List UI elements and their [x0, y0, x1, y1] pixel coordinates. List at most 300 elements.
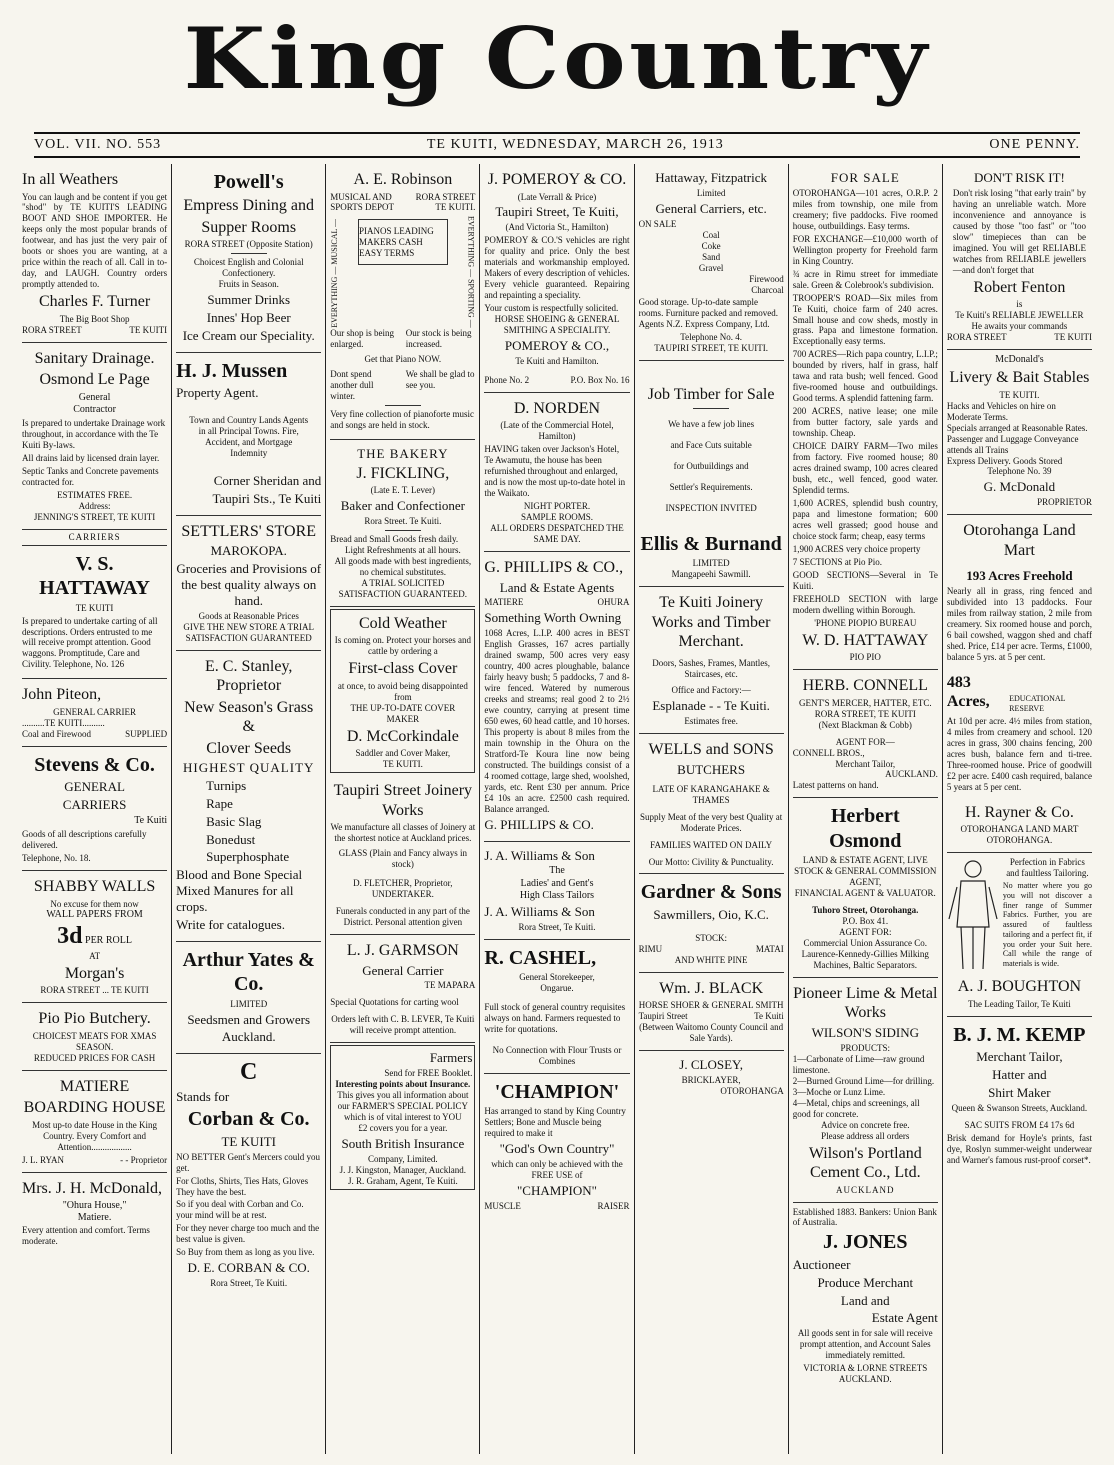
- ad-text: Good storage. Up-to-date sample rooms. Furniture packed and removed. Agents N.Z. Express Company, Ltd.: [638, 297, 779, 330]
- ad-heading: SETTLERS' STORE: [181, 522, 317, 540]
- ad-text: Telephone, No. 18.: [22, 853, 91, 864]
- ad-text: Our Motto: Civility & Punctuality.: [648, 856, 774, 867]
- ad-text: Te Kuiti's RELIABLE JEWELLER: [955, 310, 1084, 321]
- list-item: Coke: [701, 240, 721, 251]
- ad-text: Is prepared to undertake carting of all descriptions. Orders entrusted to me will receive prompt attention. Good waggons. Promptitude, Care and Civility. Telephone, No. 126: [22, 615, 158, 670]
- ad-text: Is coming on. Protect your horses and cattle by ordering a: [334, 635, 471, 657]
- ad-name: Hattaway, Fitzpatrick: [655, 170, 768, 185]
- list-item: Coal: [702, 229, 720, 240]
- ad-text: Please address all orders: [821, 1130, 910, 1141]
- ad-text: TAUPIRI STREET, TE KUITI.: [654, 343, 768, 354]
- ad-piopio-butchery: [22, 1003, 167, 1070]
- ad-stanley: [176, 651, 321, 942]
- ad-address: [22, 325, 167, 336]
- ad-text: [330, 202, 475, 213]
- ad-initial: C: [240, 1059, 258, 1086]
- ad-text: No excuse for them now: [50, 898, 139, 909]
- ad-text: REDUCED PRICES FOR CASH: [33, 1052, 156, 1063]
- ad-text: High Class Tailors: [519, 889, 595, 901]
- ad-heading: Job Timber for Sale: [647, 386, 775, 404]
- ad-text: - - Proprietor: [120, 1154, 168, 1165]
- ad-text: RORA STREET: [946, 332, 1007, 343]
- ad-name: Charles F. Turner: [38, 293, 151, 311]
- ad-text: PROPRIETOR: [1037, 497, 1092, 508]
- ad-text: "CHAMPION": [517, 1183, 597, 1199]
- ad-text: Goods of all descriptions carefully delivered.: [22, 829, 147, 851]
- ad-text: GLASS (Plain and Fancy always in stock): [338, 848, 467, 870]
- volume-number: VOL. VII. NO. 553: [34, 137, 162, 152]
- ad-connell: [793, 670, 938, 798]
- list-item: CHOICE DAIRY FARM—Two miles from factory. Five roomed house; 80 acres drained swamp, 100 acres cleared bush, etc., well fenced, good water. Splendid terms.: [792, 441, 938, 496]
- ad-taupiri-joinery: [330, 775, 475, 935]
- ad-text: Company, Limited.: [368, 1153, 438, 1164]
- ad-text: PRODUCTS:: [840, 1042, 891, 1053]
- ad-text: Our stock is being increased.: [405, 328, 472, 350]
- ad-name: B. J. M. KEMP: [953, 1023, 1086, 1046]
- tailor-figure-icon: [947, 857, 999, 975]
- ad-turner: [22, 164, 167, 343]
- column-4: [480, 164, 634, 1454]
- ad-text: We shall be glad to see you.: [405, 369, 475, 391]
- ad-text: TE KUITI.: [382, 759, 423, 770]
- column-3: [326, 164, 480, 1454]
- ad-text: At 10d per acre. 4½ miles from station, 4 miles from creamery and school. 120 acres in grass, 300 chains fencing, 200 acres bush, balance fern and ti-tree. Three-roomed house. Price of goodwill £2 per acre. £400 cash required, balance 5 years at 5 per cent.: [946, 715, 1092, 792]
- ad-text: Taupiri Sts., Te Kuiti: [212, 490, 322, 506]
- ad-text: OHURA: [597, 597, 630, 608]
- ad-text: No Connection with Flour Trusts or Combines: [492, 1045, 622, 1066]
- ad-text: Office and Factory:—: [671, 685, 751, 696]
- ad-name: G. McDonald: [983, 479, 1056, 495]
- list-item: Turnips: [206, 778, 247, 794]
- ad-gardner: [639, 874, 784, 972]
- ad-text: RORA STREET: [415, 191, 476, 202]
- ad-yates: [176, 942, 321, 1054]
- ad-text: Very fine collection of pianoforte music and songs are held in stock.: [330, 409, 474, 430]
- ad-ohura-house: [22, 1173, 167, 1253]
- ad-text: HAVING taken over Jackson's Hotel, Te Awamutu, the house has been refurnished throughout and enlarged, and is now the most up-to-date hotel in the Waikato.: [484, 444, 626, 499]
- ad-text: SUPPLIED: [125, 728, 168, 739]
- ad-text: [639, 1011, 784, 1022]
- ad-text: JENNING'S STREET, TE KUITI: [33, 511, 156, 522]
- ad-text: (Late Verrall & Price): [517, 191, 597, 202]
- ad-text: P.O. Box No. 16: [570, 374, 630, 385]
- ad-text: Advice on concrete free.: [821, 1119, 910, 1130]
- issue-price: ONE PENNY.: [989, 137, 1080, 152]
- ad-text: SATISFACTION GUARANTEED.: [338, 588, 468, 599]
- ad-text: Mangapeehi Sawmill.: [671, 569, 751, 580]
- list-item: 700 ACRES—Rich papa country, L.I.P.; bounded by rivers, half in grass, half tawa and rata bush; well fenced. Good five-roomed house and outbuildings. Good terms. A splendid fattening farm.: [792, 349, 938, 404]
- ad-text: RORA STREET: [22, 324, 82, 335]
- section-label: CARRIERS: [22, 530, 167, 546]
- ad-text: Phone No. 2: [484, 374, 530, 385]
- ad-text: General Carrier: [362, 962, 444, 978]
- ad-text: Seedsmen and Growers: [187, 1011, 311, 1027]
- ad-text: Every attention and comfort. Terms moderate.: [22, 1224, 150, 1246]
- ad-heading: In all Weathers: [22, 171, 119, 188]
- ad-text: D. E. CORBAN & CO.: [187, 1260, 310, 1276]
- ad-text: Esplanade - - Te Kuiti.: [652, 698, 770, 714]
- ad-hattaway-fitzpatrick: [639, 164, 784, 361]
- ad-text: RORA STREET ... TE KUITI: [40, 985, 149, 996]
- ad-text: A TRIAL SOLICITED: [361, 578, 445, 588]
- ad-name: Arthur Yates & Co.: [182, 948, 315, 996]
- ad-text: Limited: [696, 187, 726, 198]
- ad-list: [176, 778, 321, 865]
- ad-text: LIMITED: [692, 558, 730, 569]
- ad-text: Hatter and: [992, 1066, 1047, 1082]
- ad-heading: Te Kuiti Joinery Works and Timber Merchant.: [651, 594, 771, 651]
- ad-settlers-store: [176, 516, 321, 651]
- ad-name: South British Insurance: [341, 1135, 465, 1151]
- ad-name: A. J. BOUGHTON: [957, 978, 1082, 996]
- list-item: Gravel: [698, 262, 724, 273]
- list-item: OTOROHANGA—101 acres, O.R.P. 2 miles from township, one mile from creamery; five paddocks. Five roomed house, outbuildings. Easy terms.: [792, 187, 938, 231]
- ad-text: TE KUITI.: [999, 389, 1040, 400]
- place-date: TE KUITI, WEDNESDAY, MARCH 26, 1913: [426, 137, 724, 152]
- ad-text: RIMU: [638, 943, 663, 954]
- ad-name: Osmond Le Page: [39, 371, 150, 389]
- ad-text: No matter where you go you will not discover a finer range of Summer Fabrics. Further, you are assured of faultless tailoring and a perfect fit, if you order your Suit here. Call while the range of materials is wide.: [1002, 881, 1092, 969]
- ad-text: EVERYTHING — SPORTING —: [466, 216, 476, 329]
- ad-text: J. R. Graham, Agent, Te Kuiti.: [348, 1175, 458, 1186]
- ad-text: Don't risk losing "that early train" by having an unreliable watch. More inconvenience and annoyance is caused by those "too fast" or "too slow" timepieces than can be imagined. You will get RELIABLE watches from RELIABLE jewellers—and don't forget that: [952, 187, 1086, 275]
- dateline: [34, 132, 1080, 158]
- ad-text: Fruits in Season.: [218, 279, 279, 290]
- ad-text: [22, 1155, 167, 1166]
- ad-text: [639, 944, 784, 955]
- ad-text: Ice Cream our Speciality.: [182, 328, 315, 344]
- ad-jones: [793, 1203, 938, 1392]
- ad-text: [330, 369, 475, 402]
- list-item: Sand: [702, 251, 721, 262]
- ad-text: Sawmillers, Oio, K.C.: [653, 906, 769, 922]
- ad-text: SAMPLE ROOMS.: [520, 512, 593, 523]
- ad-text: ..........TE KUITI..........: [22, 717, 105, 728]
- ad-text: SPORTS DEPOT: [330, 202, 395, 213]
- ad-text: RAISER: [597, 1200, 630, 1211]
- ad-text: Hacks and Vehicles on hire on Moderate Terms.: [946, 400, 1056, 422]
- ad-text: LIMITED: [230, 998, 268, 1009]
- ad-name: Morgan's: [64, 964, 125, 982]
- ad-text: is: [1016, 299, 1023, 310]
- ad-text: Clover Seeds: [206, 739, 292, 757]
- ad-text: Ongarue.: [540, 983, 574, 994]
- ad-text: MATIERE: [484, 597, 524, 608]
- ad-heading: Otorohanga Land Mart: [963, 522, 1076, 559]
- ad-text: Supply Meat of the very best Quality at Moderate Prices.: [640, 811, 783, 833]
- ad-name: Corban & Co.: [187, 1108, 310, 1131]
- list-item: 1,900 ACRES very choice property: [792, 543, 921, 554]
- ad-job-timber: [639, 361, 784, 587]
- ad-text: [330, 216, 475, 328]
- ad-text: BRICKLAYER,: [681, 1074, 741, 1085]
- ad-text: Auckland.: [221, 1029, 276, 1045]
- ad-heading: DON'T RISK IT!: [973, 170, 1065, 185]
- ad-text: McDonald's: [995, 354, 1044, 365]
- ad-text: (Between Waitomo County Council and Sale Yards).: [639, 1022, 784, 1044]
- ad-name: Robert Fenton: [973, 278, 1066, 296]
- ad-text: (Late of the Commercial Hotel, Hamilton): [500, 420, 614, 442]
- ad-text: [330, 192, 475, 203]
- ad-text: Supper Rooms: [201, 218, 297, 236]
- ad-text: Nearly all in grass, ring fenced and subdivided into 13 paddocks. Four miles from railway station, 2 mile from creamery. Six roomed house and porch, 6 bail cowshed, waggon shed and chaff shed. Price, £14 per acre. Terms, £1000, balance 5 yrs. at 5 per cent.: [946, 586, 1092, 662]
- ad-text: Empress Dining and: [183, 197, 315, 215]
- ad-text: General: [78, 391, 111, 403]
- ad-text: Light Refreshments at all hours.: [344, 545, 461, 556]
- ad-kemp: [947, 1017, 1092, 1174]
- ad-text: Specials arranged at Reasonable Rates.: [946, 422, 1088, 433]
- ad-text: Rora Street. Te Kuiti.: [364, 516, 442, 527]
- column-7: [943, 164, 1096, 1454]
- ad-text: AT: [89, 950, 101, 961]
- ad-text: Corner Sheridan and: [213, 473, 322, 488]
- ad-black: [639, 973, 784, 1051]
- ad-text: 483 Acres,: [946, 673, 990, 711]
- piano-illustration: PIANOS LEADING MAKERS CASH EASY TERMS: [358, 219, 448, 265]
- list-item: 200 ACRES, native lease; one mile from butter factory, sale yards and township. Cheap.: [792, 406, 938, 439]
- ad-text: AUCKLAND: [836, 1184, 895, 1195]
- ad-heading: BOARDING HOUSE: [23, 1099, 166, 1117]
- ad-text: All goods made with best ingredients, no chemical substitutes.: [334, 556, 472, 578]
- ad-text: Land and: [840, 1292, 890, 1308]
- ad-price: 3d: [57, 922, 83, 949]
- ad-name: Wm. J. BLACK: [659, 979, 764, 997]
- ad-text: [484, 375, 629, 386]
- list-item: 3—Moche or Lunz Lime.: [792, 1086, 886, 1097]
- ad-text: D. FLETCHER, Proprietor,: [353, 878, 453, 889]
- list-item: FREEHOLD SECTION with large modern dwelling within Borough.: [792, 593, 938, 615]
- ad-corban: [176, 1054, 321, 1295]
- ad-text: [22, 729, 167, 740]
- ad-text: Te Kuiti and Hamilton.: [515, 355, 599, 366]
- ad-text: EVERYTHING — MUSICAL —: [330, 219, 340, 329]
- ad-text: LAND & ESTATE AGENT, LIVE STOCK & GENERAL COMMISSION AGENT,: [794, 855, 937, 888]
- ad-text: J. L. RYAN: [22, 1154, 65, 1165]
- ad-heading: Pioneer Lime & Metal Works: [793, 984, 938, 1022]
- list-item: 7 SECTIONS at Pio Pio.: [792, 556, 882, 567]
- ad-text: Stands for: [176, 1089, 230, 1105]
- ad-text: Established 1883. Bankers: Union Bank of Australia.: [792, 1206, 937, 1228]
- ad-text: New Season's Grass &: [184, 698, 314, 736]
- ad-text: Telephone No. 39: [987, 466, 1052, 477]
- ad-cashel: [484, 940, 629, 1074]
- ad-piteon: [22, 679, 167, 746]
- ad-text: Groceries and Provisions of the best quality always on hand.: [176, 561, 322, 608]
- ad-text: TE KUITI: [75, 602, 114, 613]
- ad-mcdonald-stables: [947, 350, 1092, 515]
- ad-name: J. JONES: [823, 1231, 908, 1254]
- ad-text: Land & Estate Agents: [499, 579, 615, 595]
- ad-name: L. J. GARMSON: [346, 942, 459, 960]
- ad-heading: 'CHAMPION': [494, 1080, 620, 1103]
- ad-text: Coal and Firewood: [22, 728, 91, 739]
- ad-text: HIGHEST QUALITY: [183, 760, 315, 776]
- ad-text: TE KUITI: [221, 1133, 276, 1149]
- ad-text: Innes' Hop Beer: [206, 310, 291, 326]
- ad-text: The Leading Tailor, Te Kuiti: [968, 998, 1071, 1009]
- ad-text: BUTCHERS: [677, 761, 746, 777]
- ad-text: ALL ORDERS DESPATCHED THE SAME DAY.: [490, 523, 624, 545]
- ad-text: HORSE SHOER & GENERAL SMITH: [638, 1000, 784, 1011]
- list-item: Charcoal: [751, 284, 784, 295]
- ad-text: Send for FREE Booklet.: [384, 1068, 473, 1079]
- ad-text: J. A. Williams & Son: [484, 903, 595, 919]
- ad-text: AGENT FOR—: [835, 736, 895, 747]
- ad-text: He awaits your commands: [971, 321, 1068, 332]
- ad-text: WILSON'S SIDING: [811, 1024, 919, 1040]
- ad-text: NO BETTER Gent's Mercers could you get.: [176, 1151, 320, 1173]
- ad-text: All drains laid by licensed drain layer.: [22, 453, 160, 463]
- ad-text: Full stock of general country requisites always on hand. Farmers requested to write for quotations.: [484, 1002, 626, 1035]
- ad-text: ESTIMATES FREE.: [57, 489, 133, 500]
- ad-name: H. J. Mussen: [176, 359, 288, 382]
- ad-text: Is prepared to undertake Drainage work throughout, in accordance with the Te Kuiti By-laws.: [22, 418, 166, 451]
- ad-boughton: [947, 853, 1092, 1016]
- ad-text: Estate Agent: [871, 1310, 938, 1326]
- ad-heading: SHABBY WALLS: [33, 878, 156, 895]
- ad-text: Taupiri Street, Te Kuiti,: [495, 204, 619, 220]
- ad-text: (And Victoria St., Hamilton): [505, 222, 609, 233]
- column-1: [18, 164, 172, 1454]
- ad-name: H. Rayner & Co.: [964, 803, 1074, 821]
- ad-text: We have a few job lines: [668, 418, 755, 429]
- ad-text: Has arranged to stand by King Country Settlers; Bone and Muscle being required to make it: [484, 1106, 626, 1139]
- ad-text: ON SALE: [638, 218, 677, 229]
- ad-text: AND WHITE PINE: [674, 954, 748, 965]
- ad-text: OTOROHANGA.: [986, 835, 1053, 846]
- ad-text: Doors, Sashes, Frames, Mantles, Staircases, etc.: [652, 657, 770, 679]
- ad-text: Our shop is being enlarged.: [330, 328, 395, 350]
- ad-text: MATAI: [755, 943, 784, 954]
- ad-text: Write for catalogues.: [176, 916, 285, 932]
- ad-name: Ellis & Burnand: [640, 532, 782, 555]
- ad-text: at once, to avoid being disappointed from: [337, 680, 468, 702]
- ad-text: Rora Street, Te Kuiti.: [518, 921, 596, 932]
- ad-text: Town and Country Lands Agents in all Principal Towns. Fire, Accident, and Mortgage Indemnity: [189, 415, 309, 459]
- ad-text: Te Kuiti: [134, 814, 168, 826]
- ad-heading: THE BAKERY: [357, 445, 449, 461]
- ad-text: Passenger and Luggage Conveyance attends all Trains: [946, 433, 1079, 455]
- ad-name: R. CASHEL,: [484, 946, 597, 969]
- ad-text: Something Worth Owning: [484, 610, 622, 626]
- ad-name: W. D. HATTAWAY: [802, 631, 929, 649]
- ad-text: Tuhoro Street, Otorohanga.: [812, 905, 919, 916]
- ad-hattaway: [22, 546, 167, 680]
- ad-text: WALL PAPERS FROM: [46, 909, 143, 921]
- ad-williams: [484, 842, 629, 940]
- ad-text: P.O. Box 41.: [842, 916, 889, 927]
- list-item: 1,600 ACRES, splendid bush country, papa and limestone formation; 600 acres well grassed; good house and choice stock farm; cheap, easy terms: [792, 498, 938, 541]
- ad-text: Auctioneer: [792, 1256, 851, 1272]
- ad-text: Wilson's Portland Cement Co., Ltd.: [808, 1144, 922, 1182]
- ad-heading: Livery & Bait Stables: [949, 369, 1090, 387]
- list-item: 2—Burned Ground Lime—for drilling.: [792, 1075, 935, 1086]
- ad-text: for Outbuildings and: [673, 460, 749, 471]
- ad-name: J. FICKLING,: [356, 464, 450, 482]
- ad-text: Goods at Reasonable Prices: [198, 610, 299, 621]
- ad-text: AGENT FOR:: [838, 927, 892, 938]
- ad-robinson: [330, 164, 475, 440]
- ad-text: Your custom is respectfully solicited.: [484, 303, 619, 314]
- ad-name: J. CLOSEY,: [679, 1057, 743, 1073]
- ad-text: [330, 328, 475, 350]
- ad-text: Ladies' and Gent's: [520, 877, 594, 889]
- column-6: [789, 164, 943, 1454]
- ad-name: E. C. Stanley, Proprietor: [205, 657, 293, 695]
- ad-text: Get that Piano NOW.: [364, 354, 442, 365]
- ad-text: So Buy from them as long as you live.: [176, 1247, 315, 1258]
- ad-text: Commercial Union Assurance Co. Laurence-Kennedy-Gillies Milking Machines, Baltic Separators.: [801, 937, 929, 970]
- ad-text: The Big Boot Shop: [59, 313, 130, 324]
- ad-te-kuiti-joinery: [639, 587, 784, 734]
- ad-text: RORA STREET (Opposite Station): [184, 239, 313, 250]
- ad-text: Taupiri Street: [638, 1011, 688, 1022]
- ad-name: Herbert Osmond: [829, 805, 902, 852]
- ad-text: General Storekeeper,: [519, 972, 595, 983]
- ad-name: WELLS and SONS: [648, 741, 774, 759]
- ad-text: NIGHT PORTER.: [523, 501, 591, 512]
- ad-heading: Sanitary Drainage.: [34, 349, 155, 367]
- ad-text: GENERAL CARRIER: [53, 706, 137, 717]
- ad-text: 193 Acres Freehold: [966, 568, 1073, 584]
- ad-name: J. A. Williams & Son: [484, 847, 595, 863]
- ad-stevens: [22, 747, 167, 871]
- list-item: Superphosphate: [206, 849, 290, 865]
- ad-text: MUSCLE: [484, 1200, 521, 1211]
- ad-text: Interesting points about Insurance.: [335, 1079, 471, 1090]
- ad-fenton: [947, 164, 1092, 350]
- ad-text: TE KUITI: [1054, 332, 1092, 343]
- ad-pioneer-lime: [793, 978, 938, 1203]
- ad-name: G. PHILLIPS & CO.,: [484, 559, 624, 576]
- list-item: Basic Slag: [206, 813, 262, 829]
- ad-text: Property Agent.: [176, 385, 259, 401]
- ad-text: Saddler and Cover Maker,: [355, 748, 451, 759]
- ad-text: and Face Cuts suitable: [670, 439, 752, 450]
- ad-text: PIO PIO: [849, 652, 881, 663]
- ad-text: SAC SUITS FROM £4 17s 6d: [964, 1119, 1075, 1130]
- ad-text: MUSICAL AND: [330, 191, 392, 202]
- ad-matiere-boarding: [22, 1071, 167, 1173]
- ad-heading: Taupiri Street Joinery Works: [333, 782, 473, 819]
- ad-text: We manufacture all classes of Joinery at the shortest notice at Auckland prices.: [330, 822, 476, 844]
- ad-norden: [484, 393, 629, 552]
- ad-text: VICTORIA & LORNE STREETS AUCKLAND.: [803, 1363, 928, 1385]
- list-item: FOR EXCHANGE—£10,000 worth of Wellington property for Freehold farm in King Country.: [792, 233, 938, 266]
- ad-name: Gardner & Sons: [640, 881, 782, 904]
- ad-mccorkindale: [330, 609, 475, 773]
- ad-text: This gives you all information about our FARMER'S SPECIAL POLICY which is of vital interest to YOU: [337, 1090, 469, 1122]
- ad-text: HORSE SHOEING & GENERAL SMITHING A SPECIALITY.: [494, 314, 620, 336]
- ad-name: Stevens & Co.: [34, 753, 155, 776]
- ad-name: V. S. HATTAWAY: [39, 552, 150, 600]
- ad-text: Contractor: [73, 403, 116, 415]
- masthead-title: King Country: [183, 9, 931, 108]
- ad-text: Shirt Maker: [988, 1084, 1051, 1100]
- ad-garmson: [330, 935, 475, 1043]
- ad-text: POMEROY & CO.,: [504, 338, 610, 354]
- ad-south-british: [330, 1045, 475, 1189]
- ad-text: Perfection in Fabrics and faultless Tailoring.: [1006, 857, 1089, 879]
- ad-text: J. J. Kingston, Manager, Auckland.: [339, 1164, 467, 1175]
- ad-text: The: [549, 865, 565, 877]
- ad-text: Merchant Tailor,: [835, 758, 896, 769]
- ad-bakery: [330, 440, 475, 607]
- ad-text: TE KUITI: [129, 324, 168, 335]
- ad-text: Te Kuiti: [754, 1011, 784, 1022]
- ad-text: LATE OF KARANGAHAKE & THAMES: [652, 783, 770, 805]
- ad-text: Estimates free.: [684, 716, 738, 727]
